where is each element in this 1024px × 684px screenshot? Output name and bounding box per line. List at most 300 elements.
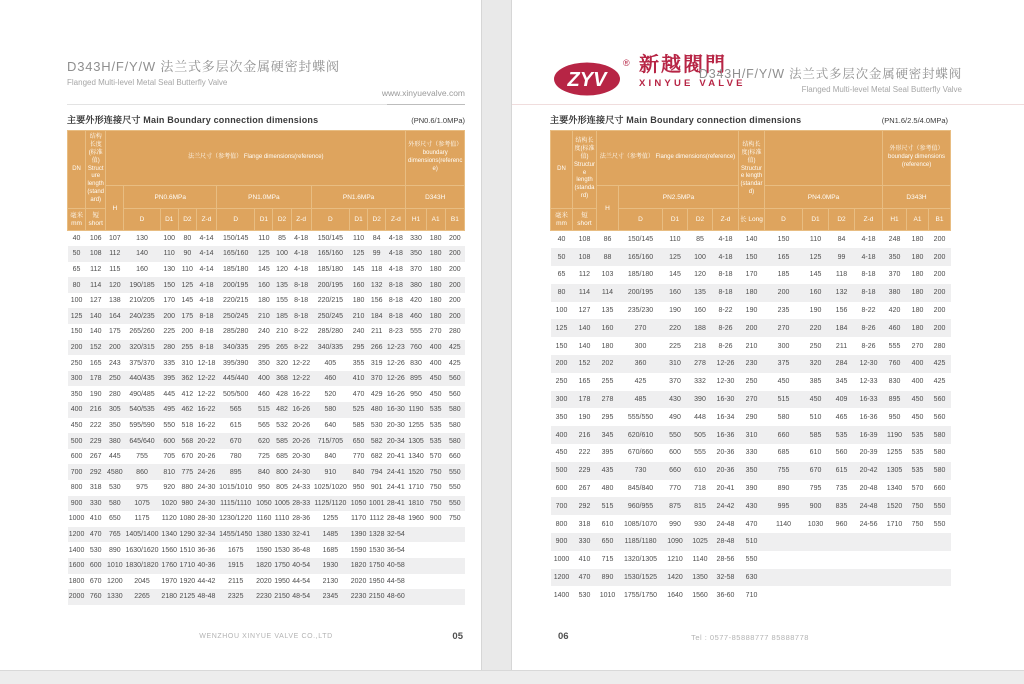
- column-header: D2: [368, 209, 386, 231]
- cell: 1000: [68, 515, 85, 523]
- cell: 8-26: [718, 342, 733, 350]
- cell: [907, 586, 929, 604]
- cell: 1200: [553, 574, 570, 582]
- cell: 36-36: [197, 546, 216, 554]
- cell: 200: [163, 312, 176, 320]
- cell: 106: [89, 235, 102, 243]
- cell: 65: [557, 271, 566, 279]
- pressure-rating: (PN0.6/1.0MPa): [411, 116, 465, 125]
- cell: 8-22: [718, 307, 733, 315]
- cell: 127: [578, 307, 591, 315]
- pressure-rating: (PN1.6/2.5/4.0MPa): [881, 116, 948, 125]
- cell: 180: [911, 289, 924, 297]
- cell: 12-22: [292, 375, 311, 383]
- cell: 180: [429, 297, 442, 305]
- cell: 222: [578, 449, 591, 457]
- cell: 805: [276, 484, 288, 492]
- cell: 200: [449, 235, 461, 243]
- cell: 225: [669, 342, 681, 350]
- cell: 267: [578, 485, 591, 493]
- cell: 550: [745, 556, 758, 564]
- cell: 650: [108, 515, 121, 523]
- cell: 90: [183, 250, 192, 258]
- column-header: 结构长度(标准值) Structure length (standard): [573, 131, 597, 209]
- cell: 150: [745, 253, 758, 261]
- divider: [387, 104, 465, 105]
- cell: 150: [70, 328, 83, 336]
- table-row: [68, 402, 465, 418]
- cell: 610: [809, 449, 822, 457]
- cell: 1000: [553, 556, 570, 564]
- cell: 500: [70, 437, 83, 445]
- cell: 229: [89, 437, 102, 445]
- cell: 450: [429, 375, 442, 383]
- cell: 12-22: [197, 375, 216, 383]
- cell: [445, 542, 464, 558]
- cell: 8-18: [199, 343, 214, 351]
- cell: [445, 527, 464, 543]
- cell: 250: [555, 378, 568, 386]
- svg-text:ZYV: ZYV: [567, 69, 607, 91]
- cell: 760: [888, 360, 901, 368]
- cell: 1560: [692, 591, 708, 599]
- column-header: D1: [803, 209, 829, 231]
- cell: 125: [669, 253, 681, 261]
- cell: 1080: [179, 515, 196, 523]
- column-header: PN0.6MPa: [124, 186, 217, 209]
- cell: 570: [429, 453, 442, 461]
- cell: 705: [163, 453, 176, 461]
- cell: 160: [352, 281, 365, 289]
- cell: 160: [136, 265, 148, 273]
- cell: 44-54: [292, 577, 311, 585]
- cell: 110: [669, 236, 681, 244]
- cell: 1255: [322, 515, 339, 523]
- cell: 800: [555, 520, 568, 528]
- cell: 16-33: [859, 396, 878, 404]
- cell: 135: [276, 281, 288, 289]
- cell: 8-18: [199, 328, 214, 336]
- cell: 1530: [274, 546, 290, 554]
- cell: 750: [911, 502, 924, 510]
- cell: 8-18: [294, 297, 309, 305]
- cell: 180: [911, 307, 924, 315]
- cell: 645/640: [129, 437, 155, 445]
- table-row: [551, 337, 951, 355]
- column-header: PN2.5MPa: [619, 186, 739, 209]
- cell: 600: [555, 485, 568, 493]
- cell: 560: [835, 449, 848, 457]
- cell: 24-41: [386, 484, 405, 492]
- cell: 400: [911, 378, 924, 386]
- cell: 20-41: [386, 453, 405, 461]
- cell: 16-36: [716, 431, 735, 439]
- title-block: [662, 64, 962, 94]
- cell: 36-48: [292, 546, 311, 554]
- cell: 190: [578, 413, 591, 421]
- cell: 250: [70, 359, 83, 367]
- cell: 450: [70, 421, 83, 429]
- cell: 255: [601, 378, 614, 386]
- cell: [929, 586, 951, 604]
- column-header: D: [217, 209, 255, 231]
- table-row: [551, 391, 951, 409]
- cell: 250/245: [223, 312, 249, 320]
- cell: 99: [837, 253, 846, 261]
- cell: 715: [601, 556, 614, 564]
- cell: 24-56: [859, 520, 878, 528]
- cell: 320/315: [129, 343, 155, 351]
- cell: 100: [163, 235, 176, 243]
- cell: 1510: [179, 546, 196, 554]
- cell: 1140: [692, 556, 708, 564]
- cell: 140: [89, 328, 102, 336]
- cell: 1600: [68, 562, 85, 570]
- cell: 330: [410, 235, 422, 243]
- cell: 24-48: [859, 502, 878, 510]
- cell: 1120: [161, 515, 177, 523]
- cell: 428: [276, 390, 288, 398]
- cell: [406, 527, 426, 543]
- cell: 140: [578, 342, 591, 350]
- cell: 178: [578, 396, 591, 404]
- cell: 400: [429, 343, 442, 351]
- cell: 110: [352, 235, 365, 243]
- section-title: 主要外形连接尺寸 Main Boundary connection dimensions: [550, 115, 802, 125]
- cell: 222: [89, 421, 102, 429]
- cell: 1190: [408, 406, 424, 414]
- cell: [803, 533, 829, 551]
- cell: 650: [601, 538, 614, 546]
- cell: 355: [352, 359, 365, 367]
- cell: 12-18: [197, 359, 216, 367]
- cell: 525: [352, 406, 365, 414]
- cell: 1520: [886, 502, 903, 510]
- cell: 490: [669, 413, 681, 421]
- column-header: B1: [929, 209, 951, 231]
- cell: 1400: [553, 591, 570, 599]
- cell: [883, 569, 907, 587]
- cell: 1685: [322, 546, 339, 554]
- cell: 370: [410, 265, 422, 273]
- cell: 140: [745, 236, 758, 244]
- cell: 1330: [107, 593, 123, 601]
- cell: 270: [429, 328, 442, 336]
- website-link: www.xinyuevalve.com: [381, 88, 465, 98]
- cell: 330: [89, 499, 102, 507]
- table-row: [68, 589, 465, 605]
- cell: 555: [888, 342, 901, 350]
- cell: 278: [601, 396, 614, 404]
- cell: 4-18: [388, 235, 403, 243]
- table-row: [551, 408, 951, 426]
- cell: 350: [555, 413, 568, 421]
- cell: 560: [449, 390, 461, 398]
- cell: 150: [555, 342, 568, 350]
- cell: 410: [578, 556, 591, 564]
- column-header: 毫米 mm: [551, 209, 573, 231]
- cell: 1810: [408, 499, 424, 507]
- cell: 1675: [227, 546, 244, 554]
- cell: 400: [429, 359, 442, 367]
- cell: 1485: [322, 531, 339, 539]
- cell: 20-36: [716, 467, 735, 475]
- cell: 200: [449, 281, 461, 289]
- cell: 20-30: [292, 453, 311, 461]
- cell: 255: [181, 343, 194, 351]
- cell: 1710: [886, 520, 903, 528]
- cell: 380: [888, 289, 901, 297]
- cell: 670/660: [627, 449, 654, 457]
- cell: 4-18: [718, 236, 733, 244]
- cell: 140: [89, 312, 102, 320]
- cell: 135: [601, 307, 614, 315]
- cell: 266: [370, 343, 383, 351]
- cell: 320: [276, 359, 288, 367]
- cell: 530: [578, 591, 591, 599]
- cell: 460: [410, 312, 422, 320]
- cell: 100: [70, 297, 83, 305]
- cell: 890: [601, 574, 614, 582]
- cell: 660: [669, 467, 681, 475]
- cell: 295: [601, 413, 614, 421]
- svg-text:®: ®: [623, 58, 630, 68]
- cell: 350: [410, 250, 422, 258]
- cell: 440/435: [129, 375, 155, 383]
- cell: 580: [933, 467, 946, 475]
- cell: 535: [429, 406, 442, 414]
- cell: [406, 589, 426, 605]
- cell: 335: [163, 359, 176, 367]
- product-subtitle: Flanged Multi-level Metal Seal Butterfly Valve: [67, 78, 228, 87]
- cell: 8-18: [388, 281, 403, 289]
- cell: 1800: [68, 577, 85, 585]
- cell: 132: [370, 281, 383, 289]
- cell: 350: [745, 467, 758, 475]
- column-header: H1: [883, 209, 907, 231]
- cell: 202: [601, 360, 614, 368]
- cell: 229: [578, 467, 591, 475]
- cell: 210: [276, 328, 288, 336]
- cell: 160: [809, 289, 822, 297]
- cell: 395: [163, 375, 176, 383]
- cell: 535: [911, 449, 924, 457]
- telephone: Tel : 0577-85888777 85888778: [691, 633, 809, 642]
- cell: 2345: [322, 593, 339, 601]
- column-header: D1: [160, 209, 178, 231]
- cell: 565: [258, 421, 270, 429]
- cell: 950: [352, 484, 365, 492]
- cell: 580: [324, 406, 337, 414]
- cell: 515: [258, 406, 270, 414]
- cell: 1290: [179, 531, 196, 539]
- cell: 560: [933, 396, 946, 404]
- cell: 160: [669, 289, 681, 297]
- column-header: PN1.0MPa: [217, 186, 312, 209]
- table-row: [551, 497, 951, 515]
- cell: 200: [933, 289, 946, 297]
- cell: 910: [324, 468, 337, 476]
- cell: 710: [745, 591, 758, 599]
- cell: 8-26: [861, 342, 876, 350]
- cell: 28-33: [292, 499, 311, 507]
- cell: 430: [745, 502, 758, 510]
- cell: 20-26: [197, 453, 216, 461]
- cell: 16-30: [716, 396, 735, 404]
- cell: 200: [70, 343, 83, 351]
- cell: 830: [410, 359, 422, 367]
- column-header: Z-d: [713, 209, 739, 231]
- cell: 600: [70, 453, 83, 461]
- cell: 110: [163, 250, 175, 258]
- cell: 150: [777, 236, 790, 244]
- cell: 1560: [161, 546, 177, 554]
- cell: 28-30: [197, 515, 216, 523]
- cell: 560: [933, 413, 946, 421]
- page-header: [512, 0, 1024, 105]
- cell: 795: [809, 485, 822, 493]
- column-header: D2: [688, 209, 713, 231]
- cell: 200/195: [223, 281, 249, 289]
- cell: 580: [449, 406, 461, 414]
- cell: 1380: [256, 531, 272, 539]
- cell: 595/590: [129, 421, 155, 429]
- cell: [855, 533, 883, 551]
- cell: 28-36: [292, 515, 311, 523]
- cell: 1340: [161, 531, 177, 539]
- cell: 140: [578, 324, 591, 332]
- cell: 180: [745, 289, 758, 297]
- cell: 580: [108, 499, 121, 507]
- cell: 164: [108, 312, 121, 320]
- cell: 85: [696, 236, 704, 244]
- table-row: [551, 373, 951, 391]
- cell: 1400: [68, 546, 85, 554]
- table-row: [551, 284, 951, 302]
- cell: 1328: [368, 531, 385, 539]
- cell: 1340: [886, 485, 903, 493]
- cell: 243: [108, 359, 121, 367]
- cell: 40-54: [292, 562, 311, 570]
- column-header: 法兰尺寸（参考值） Flange dimensions(reference): [106, 131, 406, 186]
- cell: 24-41: [386, 468, 405, 476]
- cell: 490/485: [129, 390, 155, 398]
- cell: 380: [410, 281, 422, 289]
- cell: 535: [835, 431, 848, 439]
- cell: 1760: [161, 562, 177, 570]
- cell: 600: [163, 437, 176, 445]
- cell: 405: [324, 359, 337, 367]
- cell: 610: [601, 520, 614, 528]
- section-header: [67, 113, 465, 126]
- table-row: [551, 355, 951, 373]
- cell: 340/335: [223, 343, 249, 351]
- cell: 265/260: [129, 328, 155, 336]
- cell: 1015/1010: [219, 484, 253, 492]
- column-header: 结构长度(标准值) Structure length (standard): [86, 131, 106, 209]
- cell: 12-22: [292, 359, 311, 367]
- column-header: 长 Long: [739, 209, 765, 231]
- cell: 620/610: [627, 431, 654, 439]
- cell: 270: [745, 396, 758, 404]
- cell: 8-22: [294, 328, 309, 336]
- cell: 84: [837, 236, 846, 244]
- logo-chinese-name: 新越閥門: [639, 54, 727, 76]
- cell: 185/180: [627, 271, 654, 279]
- cell: 445: [108, 453, 121, 461]
- cell: 44-58: [386, 577, 405, 585]
- cell: 580: [933, 431, 946, 439]
- cell: 145: [258, 265, 270, 273]
- cell: 200: [449, 312, 461, 320]
- cell: 250/245: [317, 312, 344, 320]
- cell: 320: [809, 360, 822, 368]
- cell: [929, 569, 951, 587]
- cell: 8-18: [718, 271, 733, 279]
- cell: 370: [888, 271, 901, 279]
- cell: 130: [136, 235, 148, 243]
- cell: 1020: [161, 499, 177, 507]
- table-row: [68, 277, 465, 293]
- cell: [445, 558, 464, 574]
- cell: 4-18: [388, 265, 403, 273]
- cell: 560: [449, 375, 461, 383]
- cell: 600: [669, 449, 681, 457]
- cell: 830: [888, 378, 901, 386]
- cell: 155: [276, 297, 288, 305]
- cell: 1710: [408, 484, 424, 492]
- cell: 640: [324, 421, 337, 429]
- cell: 1160: [256, 515, 272, 523]
- cell: 2130: [322, 577, 339, 585]
- cell: 410: [89, 515, 102, 523]
- cell: 32-54: [386, 531, 405, 539]
- cell: 470: [578, 574, 591, 582]
- cell: 1915: [227, 562, 244, 570]
- cell: 200: [449, 265, 461, 273]
- cell: [765, 551, 803, 569]
- cell: 900: [809, 502, 822, 510]
- cell: 400: [555, 431, 568, 439]
- cell: 4-18: [861, 253, 876, 261]
- column-header: 短 short: [86, 209, 106, 231]
- cell: 184: [370, 312, 383, 320]
- cell: 210: [745, 342, 758, 350]
- cell: 24-26: [197, 468, 216, 476]
- page-footer: [67, 633, 465, 640]
- cell: 48-54: [292, 593, 311, 601]
- cell: 470: [352, 390, 365, 398]
- cell: [929, 551, 951, 569]
- table-row: [551, 444, 951, 462]
- cell: 682: [370, 453, 383, 461]
- cell: 750: [429, 499, 442, 507]
- cell: 80: [557, 289, 566, 297]
- cell: 12-23: [386, 343, 405, 351]
- cell: 318: [89, 484, 102, 492]
- cell: 1185/1180: [624, 538, 657, 546]
- cell: 118: [835, 271, 848, 279]
- cell: 8-18: [199, 312, 214, 320]
- cell: [803, 569, 829, 587]
- page-bottom-shadow: [0, 670, 1024, 684]
- cell: 715/705: [317, 437, 344, 445]
- cell: [406, 542, 426, 558]
- cell: 450: [911, 396, 924, 404]
- cell: 450: [911, 413, 924, 421]
- cell: 530: [89, 546, 102, 554]
- cell: 540/535: [129, 406, 155, 414]
